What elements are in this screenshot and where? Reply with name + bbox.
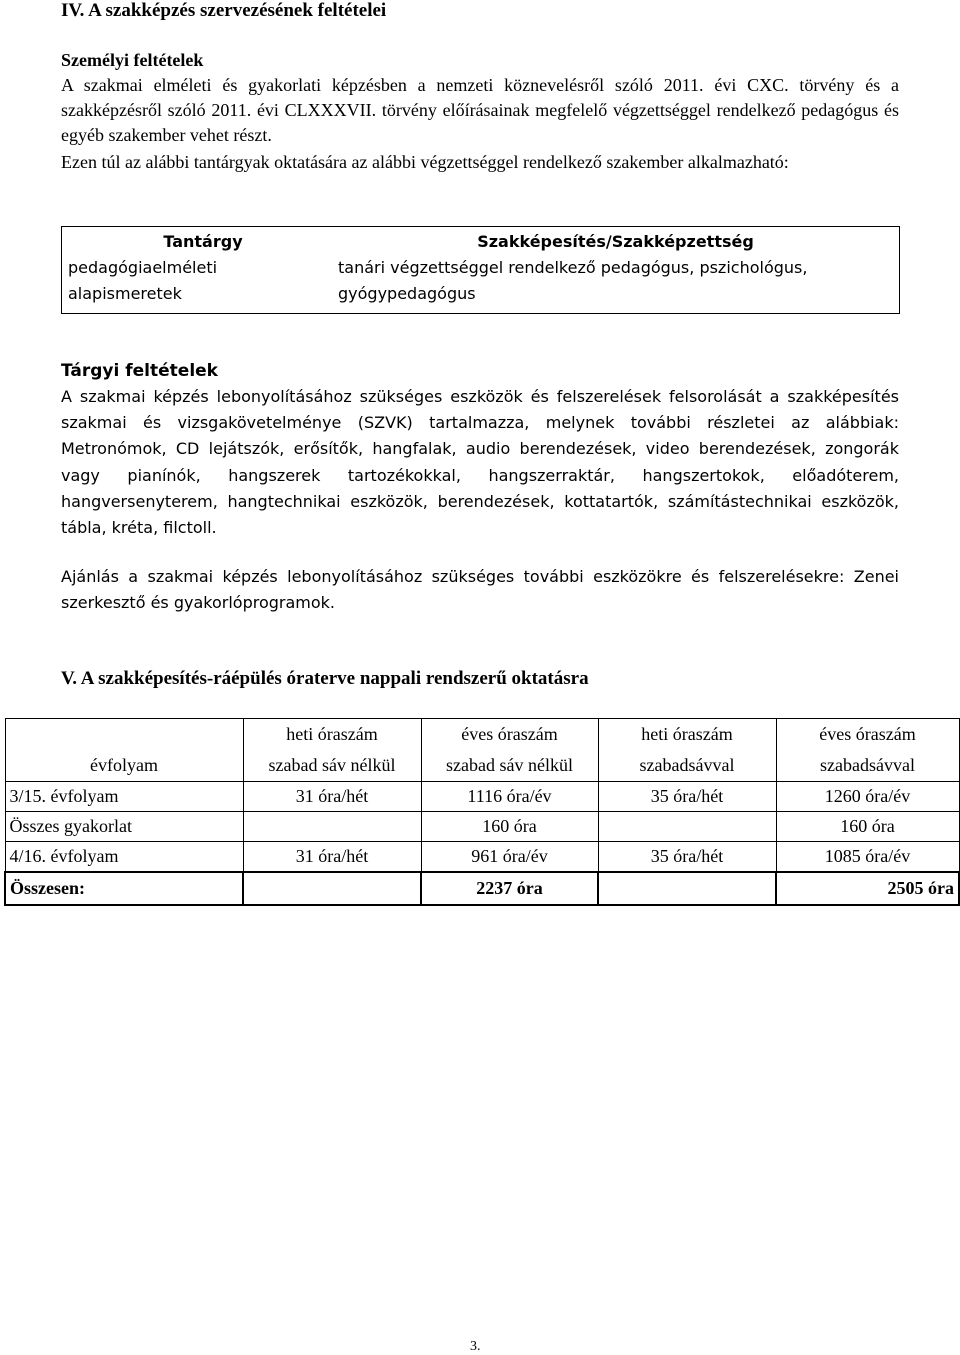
section-5-heading: V. A szakképesítés-ráépülés óraterve nappali rendszerű oktatásra — [61, 668, 589, 689]
table-cell: Összes gyakorlat — [5, 812, 243, 842]
table-cell — [243, 812, 421, 842]
page-number: 3. — [470, 1339, 481, 1354]
total-cell: 2237 óra — [421, 872, 598, 905]
section-4-heading: IV. A szakképzés szervezésének feltételei — [61, 0, 387, 21]
subject-cell: pedagógiaelméleti alapismeretek — [68, 258, 218, 303]
table-row — [5, 842, 959, 873]
total-cell — [243, 872, 421, 905]
header-line-2: szabadsávval — [820, 755, 915, 775]
recommendation-paragraph: Ajánlás a szakmai képzés lebonyolításához szükséges további eszközökre és felszerelésekre: Zenei szerkesztő és gyakorlóprogramok. — [61, 567, 899, 613]
table-cell: 160 óra — [421, 812, 598, 842]
header-line-1: éves óraszám — [819, 724, 916, 744]
table-cell: 160 óra — [776, 812, 959, 842]
total-row — [5, 872, 959, 905]
header-line-1: heti óraszám — [641, 724, 733, 744]
subject-qualification-table — [61, 226, 900, 314]
qualification-cell: tanári végzettséggel rendelkező pedagógus, pszichológus, gyógypedagógus — [338, 258, 808, 303]
header-line-2: szabadsávval — [639, 755, 735, 775]
subject-column-header: Tantárgy — [163, 232, 243, 251]
personal-paragraph-1: A szakmai elméleti és gyakorlati képzésben a nemzeti köznevelésről szóló 2011. évi CXC. törvény és a szakképzésről szóló 2011. évi CLXXXVII. törvény előírásainak megfelelő végzettséggel rendelkező pedagógus és egyéb szakember vehet részt. — [61, 75, 899, 145]
header-line-1: éves óraszám — [461, 724, 558, 744]
table-row — [5, 812, 959, 842]
qualification-column-header: Szakképesítés/Szakképzettség — [477, 232, 754, 251]
header-line-2: szabad sáv nélkül — [268, 755, 396, 775]
hours-table — [4, 718, 960, 906]
table-cell: 1085 óra/év — [776, 842, 959, 873]
material-paragraph: A szakmai képzés lebonyolításához szükséges eszközök és felszerelések felsorolását a szakképesítés szakmai és vizsgakövetelménye (SZVK) tartalmazza, melynek további részletei az alábbiak: Metronómok, CD lejátszók, erősítők, hangfalak, audio berendezések, video berendezések, zongorák vagy pianínók, hangszerek tartozékokkal, hangszerraktár, hangszertokok, előadóterem, hangversenyterem, hangtechnikai eszközök, berendezések, kottatartók, számítástechnikai eszközök, tábla, kréta, filctoll. — [61, 387, 899, 538]
table-cell: 961 óra/év — [421, 842, 598, 873]
personal-paragraph-2: Ezen túl az alábbi tantárgyak oktatására az alábbi végzettséggel rendelkező szakember alkalmazható: — [61, 152, 789, 172]
header-line-2: szabad sáv nélkül — [446, 755, 573, 775]
header-line-1: heti óraszám — [286, 724, 378, 744]
personal-conditions-heading: Személyi feltételek — [61, 50, 204, 70]
total-cell: 2505 óra — [776, 872, 959, 905]
header-cell — [598, 719, 776, 782]
total-cell — [598, 872, 776, 905]
table-cell: 31 óra/hét — [243, 842, 421, 873]
header-cell — [776, 719, 959, 782]
total-label-cell: Összesen: — [5, 872, 243, 905]
header-cell — [5, 719, 243, 782]
table-cell: 1260 óra/év — [776, 782, 959, 812]
table-row — [5, 782, 959, 812]
table-cell: 1116 óra/év — [421, 782, 598, 812]
table-cell: 35 óra/hét — [598, 782, 776, 812]
header-cell — [243, 719, 421, 782]
header-cell — [421, 719, 598, 782]
table-cell: 31 óra/hét — [243, 782, 421, 812]
header-line-2: évfolyam — [90, 755, 158, 775]
table-cell: 3/15. évfolyam — [5, 782, 243, 812]
table-cell — [598, 812, 776, 842]
hours-table-header-row — [5, 719, 959, 782]
table-cell: 35 óra/hét — [598, 842, 776, 873]
table-cell: 4/16. évfolyam — [5, 842, 243, 873]
material-conditions-heading: Tárgyi feltételek — [61, 361, 218, 381]
